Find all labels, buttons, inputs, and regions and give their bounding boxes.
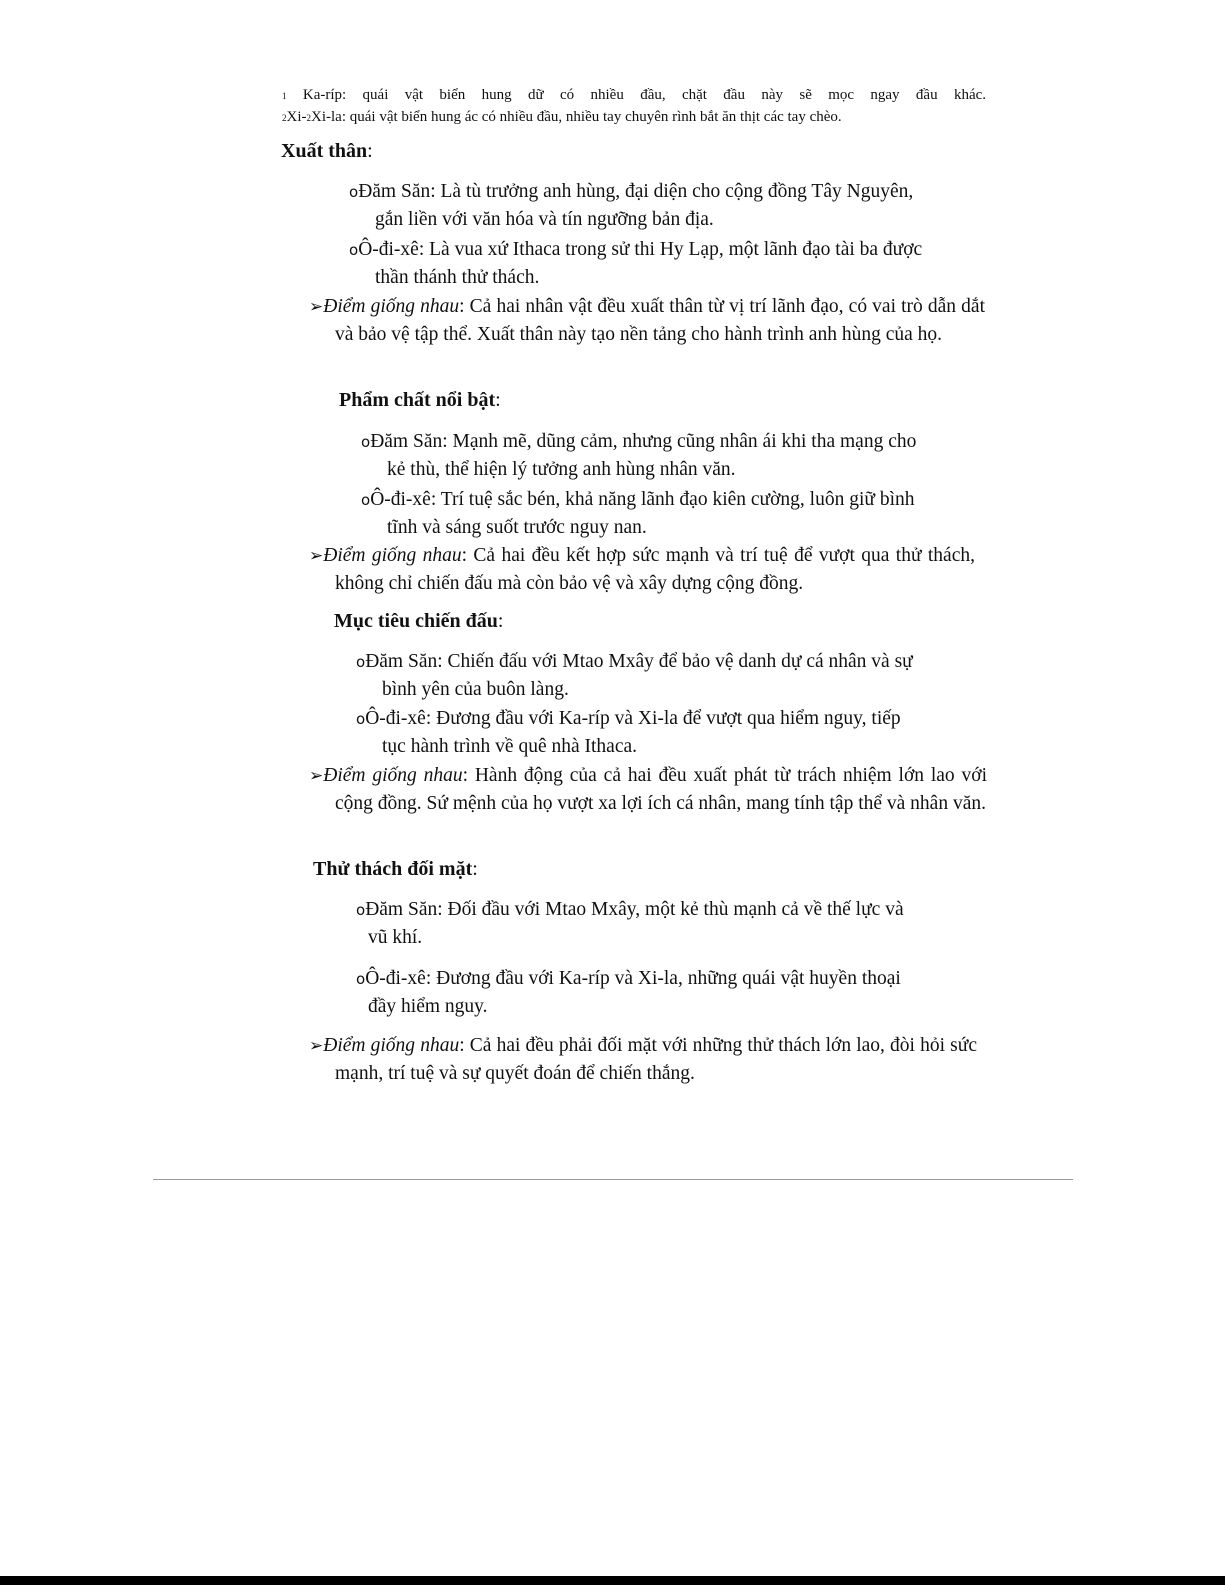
- bullet-line-1: Ô-đi-xê: Là vua xứ Ithaca trong sử thi Hy Lạp, một lãnh đạo tài ba được: [358, 239, 923, 260]
- section-heading-colon: :: [497, 610, 504, 632]
- bullet-line-2: bình yên của buôn làng.: [382, 679, 569, 700]
- bullet-line-1: Ô-đi-xê: Trí tuệ sắc bén, khả năng lãnh đạo kiên cường, luôn giữ bình: [370, 489, 915, 510]
- arrow-bullet-icon: ➢: [309, 1036, 324, 1056]
- bullet-item: [356, 965, 971, 1021]
- bullet-line-1: Đăm Săn: Đối đầu với Mtao Mxây, một kẻ thù mạnh cả về thế lực và: [365, 899, 904, 920]
- bullet-line-1: Ô-đi-xê: Đương đầu với Ka-ríp và Xi-la để vượt qua hiểm nguy, tiếp: [365, 708, 901, 729]
- circle-bullet-icon: o: [361, 433, 371, 451]
- similarity-paragraph: [309, 293, 985, 349]
- footnote-2-number-repeat: 2: [306, 113, 311, 123]
- bullet-item: [356, 648, 971, 704]
- footnote-2-label: Xi-: [286, 109, 307, 125]
- similarity-label: Điểm giống nhau: [323, 1035, 460, 1056]
- section-heading-text: Phẩm chất nổi bật: [339, 389, 496, 411]
- similarity-paragraph: [309, 762, 987, 818]
- bullet-line-2: kẻ thù, thể hiện lý tưởng anh hùng nhân văn.: [387, 459, 736, 480]
- circle-bullet-icon: o: [356, 901, 366, 919]
- circle-bullet-icon: o: [356, 653, 366, 671]
- section-heading-origin: [281, 139, 373, 163]
- bullet-line-2: đầy hiểm nguy.: [368, 996, 488, 1017]
- circle-bullet-icon: o: [356, 710, 366, 728]
- bullet-line-1: Đăm Săn: Mạnh mẽ, dũng cảm, nhưng cũng nhân ái khi tha mạng cho: [370, 431, 917, 452]
- section-heading-qualities: [339, 388, 501, 412]
- section-heading-goals: [334, 609, 503, 633]
- similarity-paragraph: [309, 1032, 977, 1088]
- page-divider: [153, 1179, 1073, 1180]
- bottom-edge-bar: [0, 1576, 1225, 1585]
- bullet-line-1: Đăm Săn: Là tù trưởng anh hùng, đại diện cho cộng đồng Tây Nguyên,: [358, 181, 914, 202]
- section-heading-colon: :: [495, 389, 501, 411]
- similarity-label: Điểm giống nhau: [323, 545, 462, 566]
- similarity-text: : Hành động của cả hai đều xuất phát từ trách nhiệm lớn lao với cộng đồng. Sứ mệnh của họ vượt xa lợi ích cá nhân, mang tính tập thể và nhân văn.: [335, 765, 987, 814]
- similarity-text: : Cả hai đều phải đối mặt với những thử thách lớn lao, đòi hỏi sức mạnh, trí tuệ và sự quyết đoán để chiến thắng.: [335, 1035, 977, 1084]
- footnote-2-text: Xi-la: quái vật biển hung ác có nhiều đầu, nhiều tay chuyên rình bắt ăn thịt các tay chèo.: [311, 109, 842, 125]
- arrow-bullet-icon: ➢: [309, 297, 324, 317]
- bullet-item: [349, 178, 969, 234]
- bullet-item: [361, 428, 971, 484]
- similarity-label: Điểm giống nhau: [323, 765, 463, 786]
- footnote-2: [282, 108, 842, 127]
- footnote-1-text: Ka-ríp: quái vật biển hung dữ có nhiều đầu, chặt đầu này sẽ mọc ngay đầu khác.: [302, 87, 987, 103]
- similarity-paragraph: [309, 542, 975, 598]
- bullet-line-1: Đăm Săn: Chiến đấu với Mtao Mxây để bảo vệ danh dự cá nhân và sự: [365, 651, 913, 672]
- section-heading-text: Xuất thân: [281, 140, 368, 162]
- section-heading-colon: :: [472, 858, 478, 880]
- arrow-bullet-icon: ➢: [309, 766, 324, 786]
- bullet-item: [356, 896, 971, 952]
- section-heading-challenges: [313, 857, 478, 881]
- circle-bullet-icon: o: [361, 491, 371, 509]
- bullet-line-1: Ô-đi-xê: Đương đầu với Ka-ríp và Xi-la, những quái vật huyền thoại: [365, 968, 901, 989]
- bullet-line-2: tĩnh và sáng suốt trước nguy nan.: [387, 517, 647, 538]
- bullet-line-2: vũ khí.: [368, 927, 423, 948]
- section-heading-text: Thử thách đối mặt: [313, 858, 473, 880]
- bullet-item: [356, 705, 971, 761]
- section-heading-text: Mục tiêu chiến đấu: [334, 610, 498, 632]
- footnote-2-number: 2: [282, 113, 287, 123]
- section-heading-colon: :: [367, 140, 373, 162]
- circle-bullet-icon: o: [349, 183, 359, 201]
- circle-bullet-icon: o: [356, 970, 366, 988]
- bullet-item: [349, 236, 969, 292]
- footnote-1-number: 1: [282, 91, 287, 101]
- bullet-line-2: gắn liền với văn hóa và tín ngưỡng bản địa.: [375, 209, 714, 230]
- arrow-bullet-icon: ➢: [309, 546, 324, 566]
- similarity-text: : Cả hai nhân vật đều xuất thân từ vị trí lãnh đạo, có vai trò dẫn dắt và bảo vệ tập thể. Xuất thân này tạo nền tảng cho hành trình anh hùng của họ.: [335, 296, 985, 345]
- similarity-label: Điểm giống nhau: [323, 296, 460, 317]
- footnote-1: [282, 86, 986, 105]
- circle-bullet-icon: o: [349, 241, 359, 259]
- similarity-text: : Cả hai đều kết hợp sức mạnh và trí tuệ để vượt qua thử thách, không chỉ chiến đấu mà còn bảo vệ và xây dựng cộng đồng.: [335, 545, 975, 594]
- bullet-line-2: thần thánh thử thách.: [375, 267, 540, 288]
- bullet-line-2: tục hành trình về quê nhà Ithaca.: [382, 736, 638, 757]
- bullet-item: [361, 486, 971, 542]
